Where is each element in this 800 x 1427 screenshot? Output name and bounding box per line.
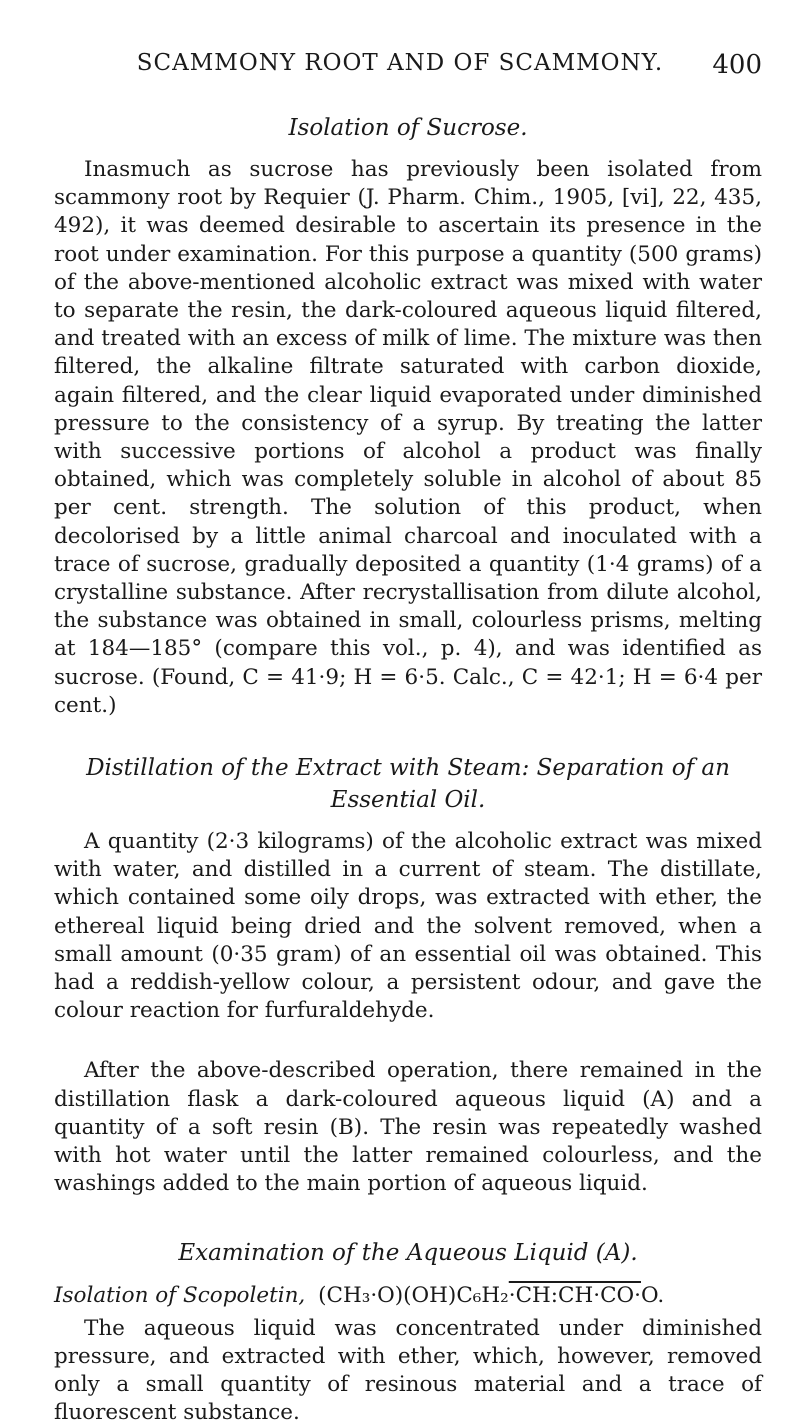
section-heading-sucrose: Isolation of Sucrose.	[54, 112, 762, 144]
section-heading-aqueous: Examination of the Aqueous Liquid (A).	[54, 1237, 762, 1269]
subheading-label: Isolation of Scopoletin,	[54, 1283, 305, 1308]
formula-scopoletin	[318, 1283, 664, 1308]
subheading-scopoletin	[54, 1281, 762, 1311]
running-head	[0, 50, 800, 84]
running-title: SCAMMONY ROOT AND OF SCAMMONY.	[0, 50, 800, 76]
section-heading-distillation	[54, 752, 762, 816]
formula-bond-overline: ·CH:CH·CO·	[509, 1283, 641, 1308]
section-heading-distillation-line2: Essential Oil.	[54, 784, 762, 816]
paragraph-sucrose: Inasmuch as sucrose has previously been isolated from scammony root by Requier (J. Pharm. Chim., 1905, [vi], 22, 435, 492), it was deemed desirable to ascertain its presence in the root under examination. For this purpose a quantity (500 grams) of the above-mentioned alcoholic extract was mixed with water to separate the resin, the dark-coloured aqueous liquid filtered, and treated with an excess of milk of lime. The mixture was then filtered, the alkaline filtrate saturated with carbon dioxide, again filtered, and the clear liquid evaporated under diminished pressure to the consistency of a syrup. By treating the latter with successive portions of alcohol a product was finally obtained, which was completely soluble in alcohol of about 85 per cent. strength. The solution of this product, when decolorised by a little animal charcoal and inoculated with a trace of sucrose, gradually deposited a quantity (1·4 grams) of a crystalline substance. After recrystallisation from dilute alcohol, the substance was obtained in small, colourless prisms, melting at 184—185° (compare this vol., p. 4), and was identified as sucrose. (Found, C = 41·9; H = 6·5. Calc., C = 42·1; H = 6·4 per cent.)	[54, 156, 762, 720]
paragraph-aqueous: The aqueous liquid was concentrated under diminished pressure, and extracted with ether, which, however, removed only a small quantity of resinous material and a trace of fluorescent substance.	[54, 1315, 762, 1427]
page-number: 400	[712, 50, 762, 80]
formula-part: O.	[641, 1283, 664, 1308]
body-text	[54, 112, 762, 1427]
paragraph-distillation: A quantity (2·3 kilograms) of the alcoholic extract was mixed with water, and distilled in a current of steam. The distillate, which contained some oily drops, was extracted with ether, the ethereal liquid being dried and the solvent removed, when a small amount (0·35 gram) of an essential oil was obtained. This had a reddish-yellow colour, a persistent odour, and gave the colour reaction for furfuraldehyde.	[54, 828, 762, 1025]
section-heading-distillation-line1: Distillation of the Extract with Steam: Separation of an	[54, 752, 762, 784]
paragraph-resin: After the above-described operation, there remained in the distillation flask a dark-coloured aqueous liquid (A) and a quantity of a soft resin (B). The resin was repeatedly washed with hot water until the latter remained colourless, and the washings added to the main portion of aqueous liquid.	[54, 1057, 762, 1198]
formula-part: (CH₃·O)(OH)C₆H₂	[318, 1283, 509, 1308]
